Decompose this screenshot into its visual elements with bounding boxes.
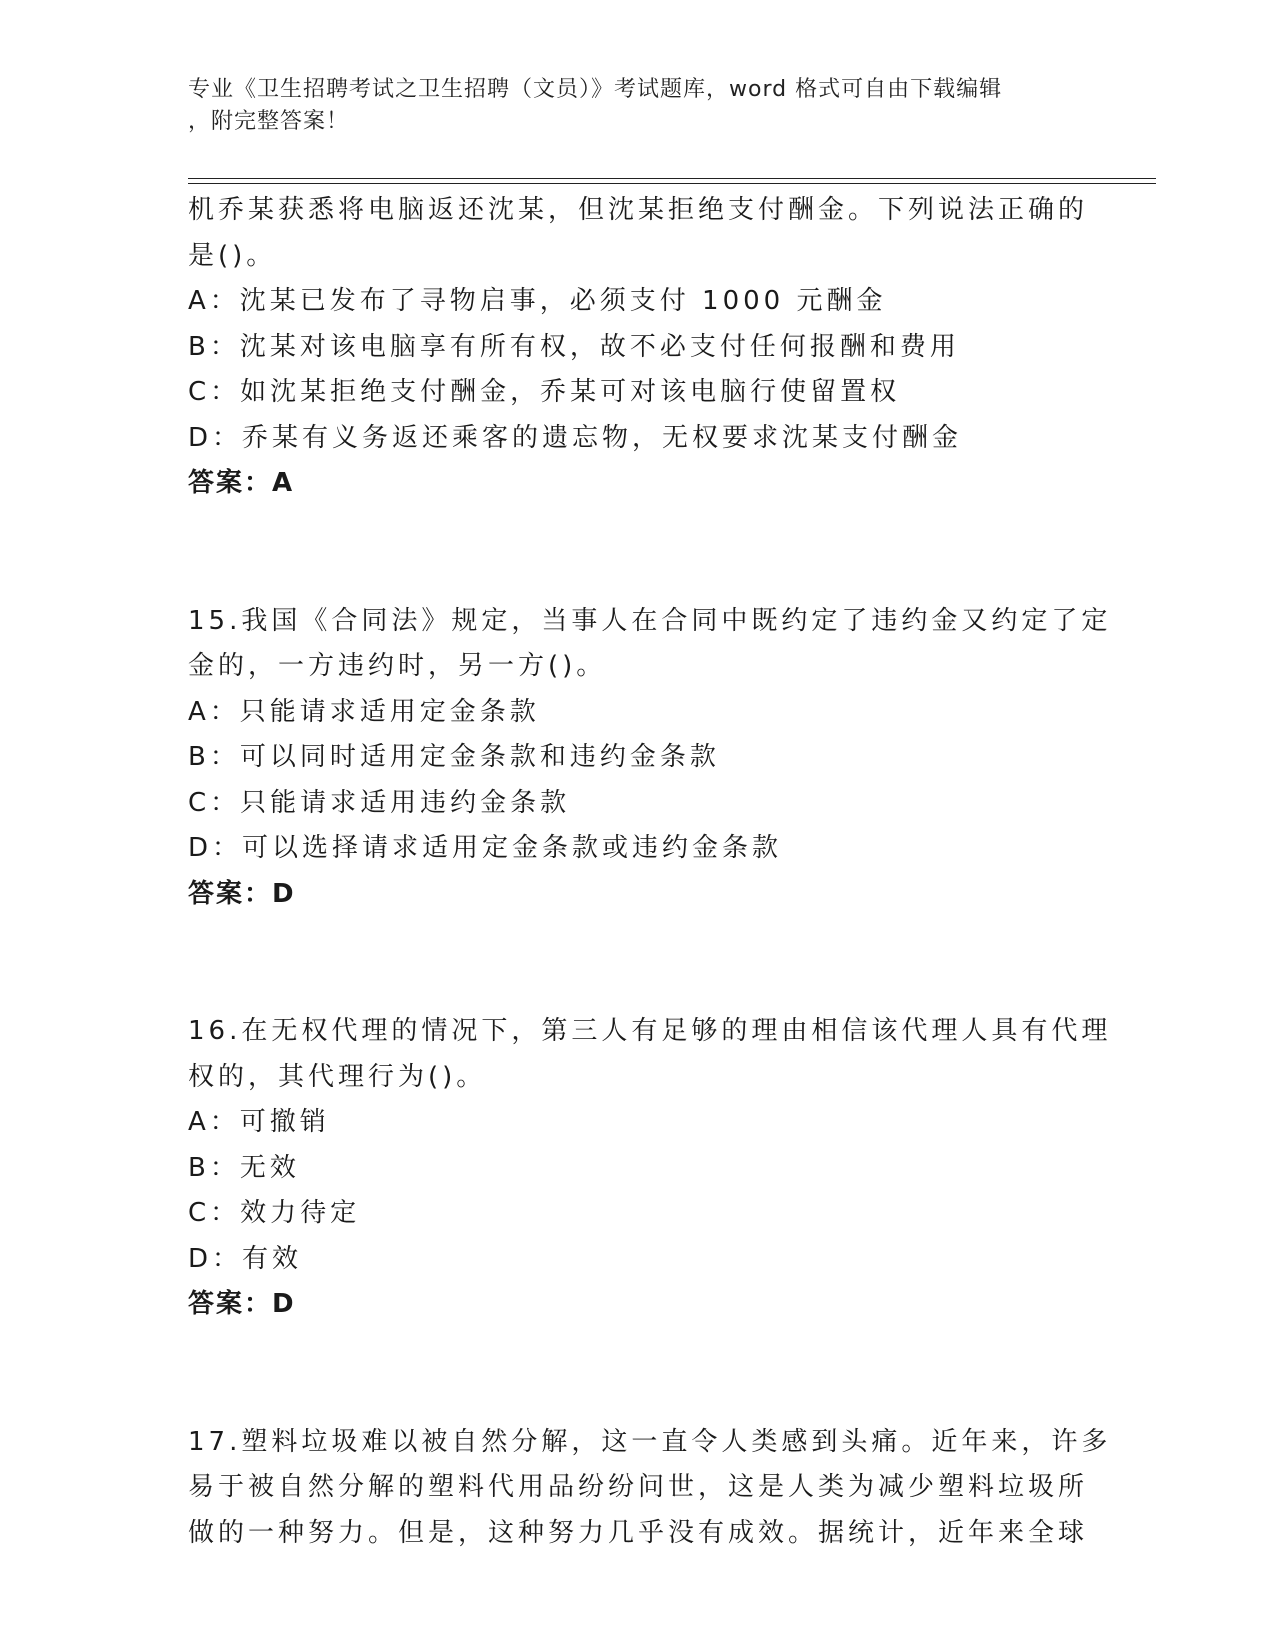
option-c: C：效力待定 [188,1198,361,1228]
question-stem: 权的，其代理行为()。 [188,1061,487,1092]
question-stem: 15.我国《合同法》规定，当事人在合同中既约定了违约金又约定了定 [188,605,1112,636]
question-stem: 16.在无权代理的情况下，第三人有足够的理由相信该代理人具有代理 [188,1016,1112,1046]
header-rule-top [188,178,1156,179]
header-line-2: ，附完整答案！ [188,109,350,134]
option-b: B：无效 [188,1152,300,1183]
question-14 [188,188,1088,507]
question-17 [188,1420,1112,1557]
question-stem: 金的，一方违约时，另一方()。 [188,651,607,681]
document-body [188,188,1112,1556]
question-stem: 是()。 [188,240,277,271]
option-b: B：可以同时适用定金条款和违约金条款 [188,742,720,772]
option-c: C：只能请求适用违约金条款 [188,787,571,818]
answer: 答案：D [188,878,296,909]
header-line-1: 专业《卫生招聘考试之卫生招聘（文员）》考试题库，word 格式可自由下载编辑 [188,77,1003,102]
answer: 答案：D [188,1289,296,1319]
question-stem: 机乔某获悉将电脑返还沈某，但沈某拒绝支付酬金。下列说法正确的 [188,195,1089,225]
option-b: B：沈某对该电脑享有所有权，故不必支付任何报酬和费用 [188,331,960,362]
option-a: A：沈某已发布了寻物启事，必须支付 1000 元酬金 [188,286,887,316]
option-a: A：可撤销 [188,1107,330,1137]
question-15 [188,599,1112,918]
page-header [188,74,1088,138]
question-stem: 做的一种努力。但是，这种努力几乎没有成效。据统计，近年来全球 [188,1517,1089,1548]
question-16 [188,1009,1112,1328]
option-d: D：可以选择请求适用定金条款或违约金条款 [188,833,783,863]
spacer [188,1328,1088,1420]
option-c: C：如沈某拒绝支付酬金，乔某可对该电脑行使留置权 [188,377,901,407]
spacer [188,917,1088,1009]
option-d: D：有效 [188,1243,303,1274]
answer: 答案：A [188,468,295,498]
spacer [188,507,1088,599]
question-stem: 易于被自然分解的塑料代用品纷纷问世，这是人类为减少塑料垃圾所 [188,1472,1089,1502]
question-stem: 17.塑料垃圾难以被自然分解，这一直令人类感到头痛。近年来，许多 [188,1426,1112,1457]
option-d: D：乔某有义务返还乘客的遗忘物，无权要求沈某支付酬金 [188,422,963,453]
option-a: A：只能请求适用定金条款 [188,696,540,727]
header-rule-bottom [188,183,1156,184]
